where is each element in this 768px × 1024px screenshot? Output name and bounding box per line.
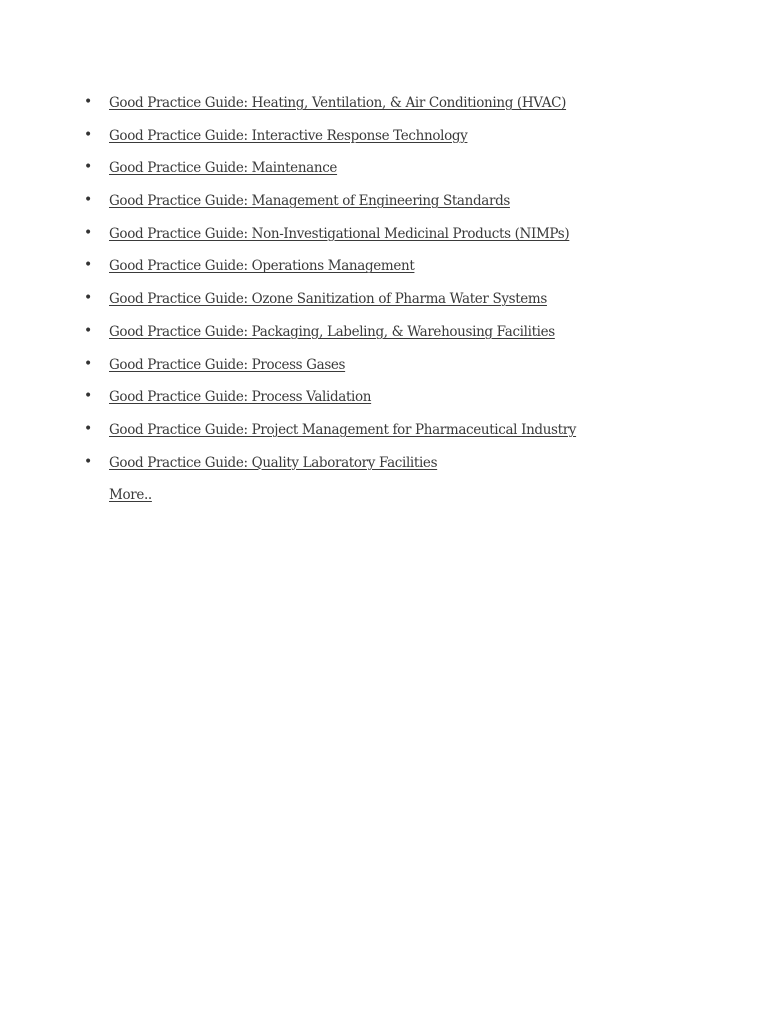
guide-link-ozone-sanitization[interactable]: Good Practice Guide: Ozone Sanitization of Pharma Water Systems [109, 291, 547, 308]
guide-link-list [84, 89, 576, 514]
bullet-icon: • [84, 94, 93, 110]
bullet-icon: • [84, 420, 93, 437]
list-item [84, 416, 576, 449]
guide-link-hvac[interactable]: Good Practice Guide: Heating, Ventilation, & Air Conditioning (HVAC) [109, 95, 567, 111]
bullet-icon: • [84, 453, 93, 470]
bullet-icon: • [84, 290, 93, 307]
guide-link-engineering-standards[interactable]: Good Practice Guide: Management of Engineering Standards [109, 193, 510, 210]
list-item [84, 383, 576, 416]
bullet-icon: • [84, 192, 93, 209]
guide-link-nimps[interactable]: Good Practice Guide: Non-Investigational Medicinal Products (NIMPs) [109, 225, 570, 242]
list-item [84, 252, 576, 285]
list-item [84, 285, 576, 318]
list-item [84, 351, 576, 384]
guide-link-quality-laboratory-facilities[interactable]: Good Practice Guide: Quality Laboratory Facilities [109, 454, 438, 471]
list-item [84, 89, 576, 122]
guide-link-process-validation[interactable]: Good Practice Guide: Process Validation [109, 389, 372, 406]
list-item [84, 122, 576, 155]
guide-link-project-management[interactable]: Good Practice Guide: Project Management for Pharmaceutical Industry [109, 421, 577, 438]
bullet-icon: • [84, 257, 93, 274]
guide-link-interactive-response-technology[interactable]: Good Practice Guide: Interactive Response Technology [109, 127, 468, 144]
guide-link-maintenance[interactable]: Good Practice Guide: Maintenance [109, 160, 338, 177]
bullet-icon: • [84, 355, 93, 372]
guide-link-packaging-labeling-warehousing[interactable]: Good Practice Guide: Packaging, Labeling, & Warehousing Facilities [109, 323, 555, 340]
list-item [84, 154, 576, 187]
bullet-icon: • [84, 159, 93, 176]
bullet-icon: • [84, 322, 93, 339]
bullet-icon: • [84, 388, 93, 405]
list-item [84, 318, 576, 351]
bullet-icon: • [84, 224, 93, 241]
list-item [84, 220, 576, 253]
more-row [84, 481, 576, 514]
list-item [84, 187, 576, 220]
guide-link-process-gases[interactable]: Good Practice Guide: Process Gases [109, 356, 346, 373]
list-item [84, 449, 576, 482]
guide-link-operations-management[interactable]: Good Practice Guide: Operations Management [109, 258, 415, 275]
bullet-icon: • [84, 126, 93, 143]
more-link[interactable]: More.. [109, 487, 152, 504]
